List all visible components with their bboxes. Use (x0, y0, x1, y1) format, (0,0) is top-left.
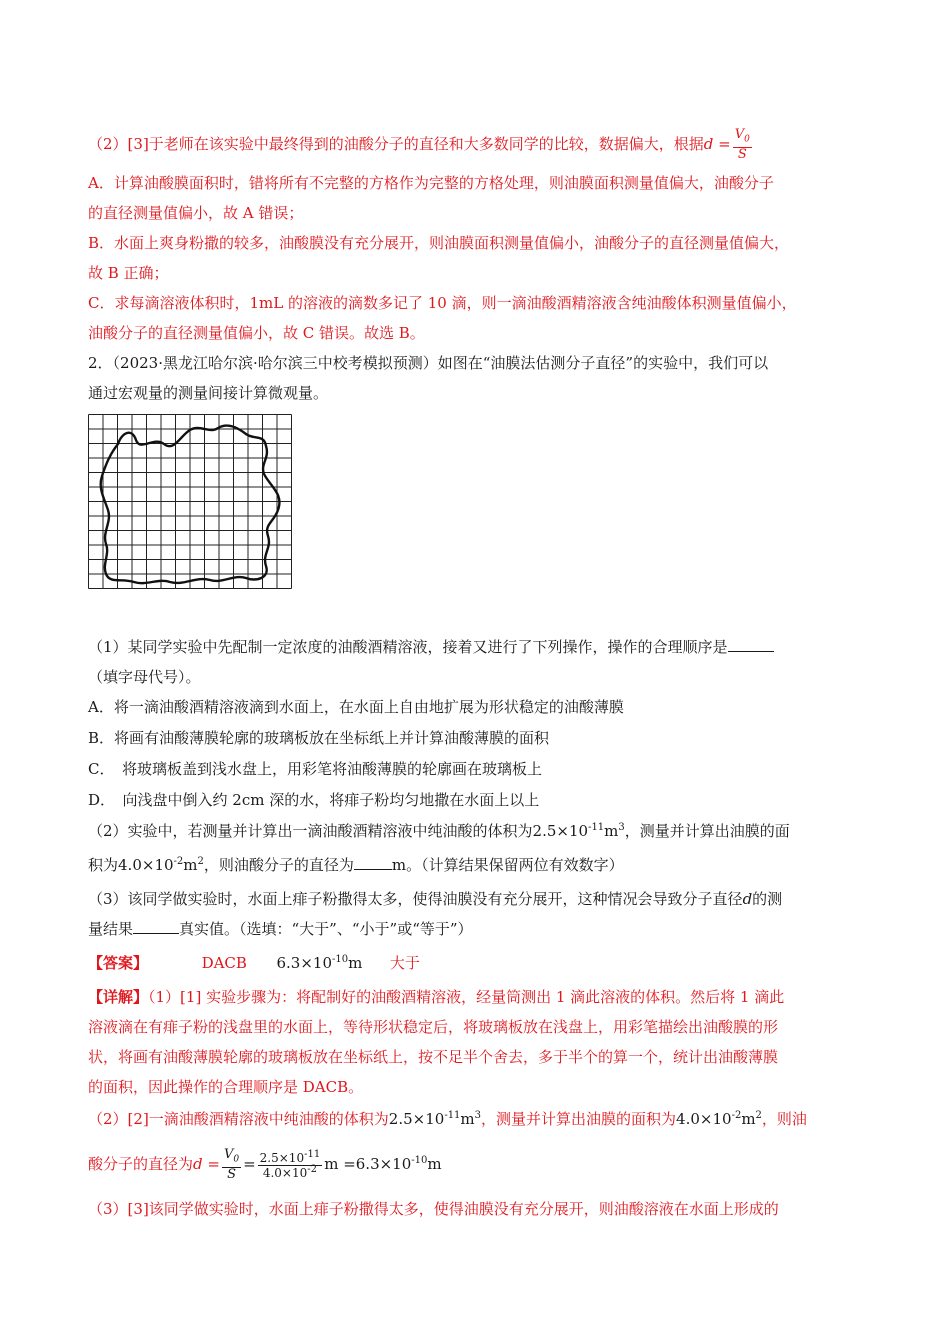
area-value: 4.0×10 (118, 856, 174, 874)
q2-part3-line2 (88, 918, 473, 940)
analysis-area-exp: -2 (731, 1110, 742, 1121)
q2-part2-line1 (88, 820, 790, 842)
analysis-6-d: d (193, 1155, 203, 1173)
analysis-6-result-exp: -10 (411, 1155, 428, 1166)
area-unit-exp: 2 (197, 856, 204, 867)
analysis-area-unit: m (741, 1110, 756, 1128)
analysis-5-text-a: （2）[2]一滴油酸酒精溶液中纯油酸的体积为 (88, 1110, 389, 1128)
q1-option-c-line1: C．求每滴溶液体积时，1mL 的溶液的滴数多记了 10 滴，则一滴油酸酒精溶液含纯油酸体积测量值偏小， (88, 294, 797, 312)
answer-value-2-unit: m (348, 954, 363, 972)
analysis-volume-unit: m (460, 1110, 475, 1128)
q1-option-a-line1: A．计算油酸膜面积时，错将所有不完整的方格作为完整的方格处理，则油膜面积测量值偏大，油酸分子 (88, 174, 774, 192)
q2-part2-text-a: （2）实验中，若测量并计算出一滴油酸酒精溶液中纯油酸的体积为 (88, 822, 533, 840)
answer-blank-2 (354, 855, 392, 870)
q2-stem-line2: 通过宏观量的测量间接计算微观量。 (88, 384, 329, 402)
area-unit: m (183, 856, 198, 874)
q2-part3-text-a: （3）该同学做实验时，水面上痱子粉撒得太多，使得油膜没有充分展开，这种情况会导致分子直径 (88, 890, 743, 908)
answer-label: 【答案】 (88, 954, 149, 972)
q1-part2-text: （2）[3]于老师在该实验中最终得到的油酸分子的直径和大多数同学的比较，数据偏大，根据 (88, 134, 704, 153)
q2-part3-text-c: 量结果 (88, 920, 134, 938)
q2-part2-line2 (88, 854, 624, 876)
analysis-6-eq1: = (202, 1155, 220, 1173)
analysis-line2: 溶液滴在有痱子粉的浅盘里的水面上，等待形状稳定后，将玻璃板放在浅盘上，用彩笔描绘出油酸膜的形 (88, 1018, 779, 1036)
q2-part1-text: （1）某同学实验中先配制一定浓度的油酸酒精溶液，接着又进行了下列操作，操作的合理顺序是 (88, 638, 728, 656)
answer-value-3: 大于 (389, 954, 420, 972)
analysis-6-frac2-num: 2.5×10 (259, 1150, 305, 1165)
volume-unit-exp: 3 (618, 822, 625, 833)
formula-num: V (734, 127, 745, 142)
oil-film-grid-figure (88, 414, 298, 594)
analysis-area: 4.0×10 (676, 1110, 732, 1128)
analysis-volume-exp: -11 (444, 1110, 461, 1121)
analysis-6-frac1 (222, 1148, 241, 1182)
volume-unit: m (604, 822, 619, 840)
q2-stem-line1: 2．（2023·黑龙江哈尔滨·哈尔滨三中校考模拟预测）如图在“油膜法估测分子直径”的实验中，我们可以 (88, 354, 769, 372)
answer-value-1: DACB (201, 954, 247, 972)
analysis-line6 (88, 1144, 442, 1184)
q2-part3-d: d (742, 890, 753, 908)
analysis-6-frac2-den: 4.0×10 (262, 1165, 308, 1180)
q2-part2-text-e: m。（计算结果保留两位有效数字） (391, 856, 624, 874)
q2-part3-text-b: 的测 (752, 890, 783, 908)
analysis-6-frac1-num: V (223, 1147, 234, 1163)
q2-part1-line2: （填字母代号）。 (88, 668, 201, 686)
formula-eq: = (713, 134, 731, 153)
q1-option-b-line2: 故 B 正确； (88, 264, 169, 282)
q2-part2-text-c: 积为 (88, 856, 119, 874)
q1-option-b-line1: B．水面上爽身粉撒的较多，油酸膜没有充分展开，则油膜面积测量值偏小，油酸分子的直径测量值偏大， (88, 234, 790, 252)
q2-part3-line1 (88, 888, 782, 910)
analysis-6-result: m =6.3×10 (324, 1155, 412, 1173)
analysis-volume: 2.5×10 (388, 1110, 445, 1128)
analysis-line4: 的面积，因此操作的合理顺序是 DACB。 (88, 1078, 364, 1096)
analysis-6-result-unit: m (427, 1155, 442, 1173)
analysis-line1 (88, 986, 784, 1008)
q2-part1-line1 (88, 636, 774, 658)
answer-blank-3 (133, 919, 179, 934)
formula-den: S (737, 146, 747, 162)
grid-svg (88, 414, 298, 590)
analysis-6-frac2 (258, 1148, 323, 1180)
q2-option-a: A．将一滴油酸酒精溶液滴到水面上，在水面上自由地扩展为形状稳定的油酸薄膜 (88, 698, 624, 716)
q2-option-b: B．将画有油酸薄膜轮廓的玻璃板放在坐标纸上并计算油酸薄膜的面积 (88, 729, 550, 747)
q1-option-c-line2: 油酸分子的直径测量值偏小，故 C 错误。故选 B。 (88, 324, 425, 342)
volume-exp: -11 (588, 822, 605, 833)
answer-value-2: 6.3×10 (276, 954, 333, 972)
analysis-label: 【详解】 (88, 988, 149, 1006)
q2-part3-text-e: 真实值。（选填：“大于”、“小于”或“等于”） (179, 920, 473, 938)
q2-option-c: C． 将玻璃板盖到浅水盘上，用彩笔将油酸薄膜的轮廓画在玻璃板上 (88, 760, 542, 778)
answer-blank-1 (728, 637, 774, 652)
analysis-5-text-c: ，则油 (761, 1110, 807, 1128)
analysis-6-frac2-den-exp: -2 (307, 1163, 318, 1175)
analysis-6-eq2: = (243, 1155, 256, 1173)
q2-part2-text-d: ，则油酸分子的直径为 (203, 856, 354, 874)
formula-num-sub: 0 (744, 134, 750, 145)
analysis-volume-unit-exp: 3 (474, 1110, 482, 1121)
q1-part2-line (88, 128, 754, 162)
analysis-text-1: （1）[1] 实验步骤为：将配制好的油酸酒精溶液，经量筒测出 1 滴此溶液的体积。然后将 1 滴此 (148, 988, 785, 1006)
analysis-line7: （3）[3]该同学做实验时，水面上痱子粉撒得太多，使得油膜没有充分展开，则油酸溶液在水面上形成的 (88, 1200, 779, 1218)
analysis-6-frac2-num-exp: -11 (304, 1148, 321, 1160)
analysis-area-unit-exp: 2 (755, 1110, 762, 1121)
analysis-6-frac1-den: S (227, 1166, 236, 1182)
analysis-line5 (88, 1108, 807, 1130)
formula-d: d (703, 134, 714, 153)
answer-value-2-exp: -10 (332, 954, 349, 965)
analysis-line3: 状，将画有油酸薄膜轮廓的玻璃板放在坐标纸上，按不足半个舍去，多于半个的算一个，统计出油酸薄膜 (88, 1048, 779, 1066)
analysis-6-text-a: 酸分子的直径为 (88, 1155, 194, 1173)
analysis-6-frac1-sub: 0 (233, 1154, 240, 1165)
area-exp: -2 (173, 856, 184, 867)
q2-part2-text-b: ，测量并计算出油膜的面 (624, 822, 790, 840)
q2-option-d: D． 向浅盘中倒入约 2cm 深的水，将痱子粉均匀地撒在水面上以上 (88, 791, 540, 809)
analysis-5-text-b: ，测量并计算出油膜的面积为 (481, 1110, 677, 1128)
answer-line (88, 952, 420, 974)
volume-value: 2.5×10 (532, 822, 589, 840)
formula-v0-over-s (733, 128, 752, 162)
q1-option-a-line2: 的直径测量值偏小，故 A 错误； (88, 204, 304, 222)
